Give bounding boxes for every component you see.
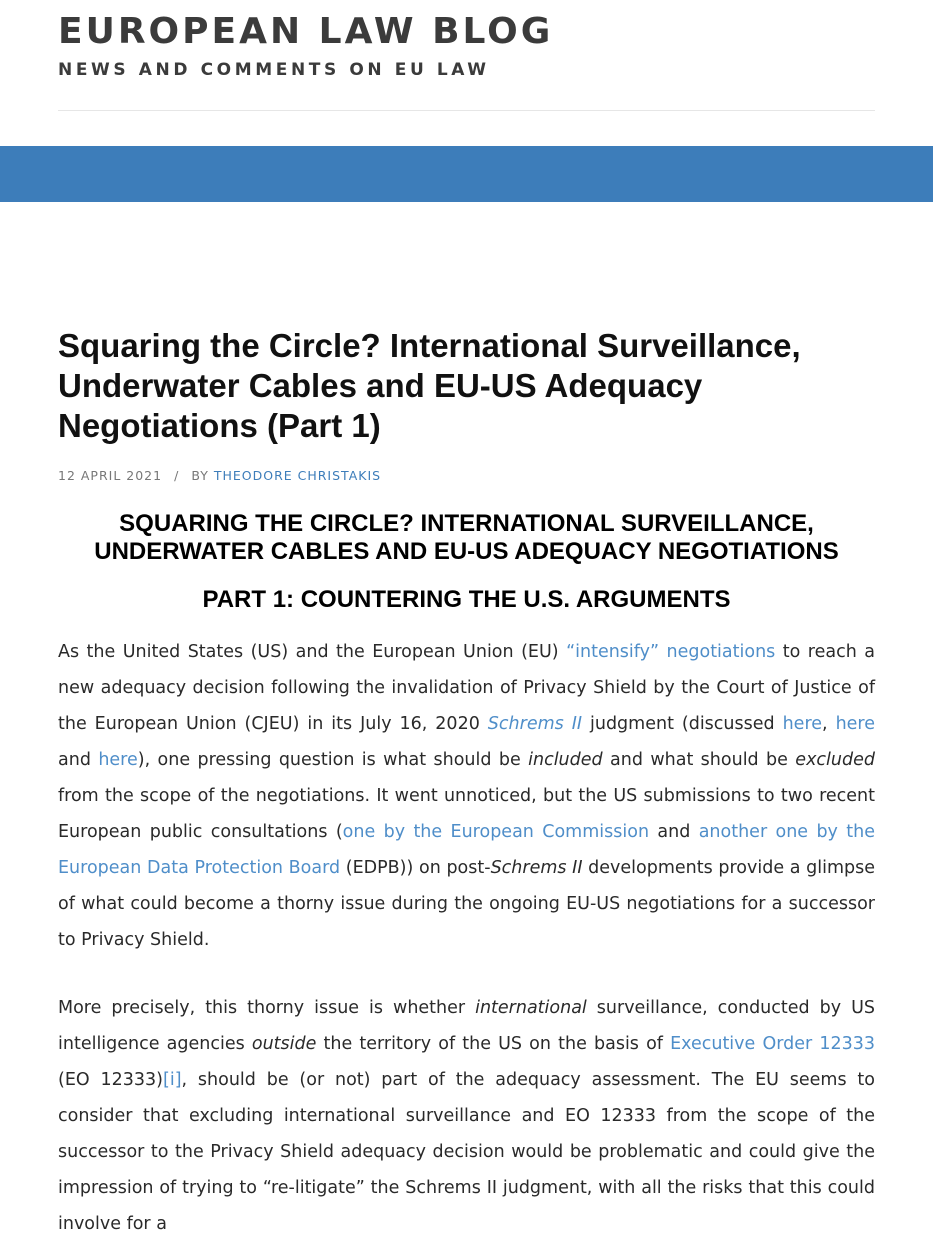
footnote-i-link[interactable]: [i] [163, 1070, 182, 1090]
text: (EDPB)) on post- [340, 858, 491, 878]
text: , should be (or not) part of the adequacy assessment. The EU seems to consider that excluding international surveillance and EO 12333 from the scope of the successor to the Privacy Shield adequacy decision would be problematic and could give the impression of trying to “re-litigate” the Schrems II judgment, with all the risks that this could involve for a [58, 1070, 875, 1234]
article-heading-line-2: UNDERWATER CABLES AND EU-US ADEQUACY NEGOTIATIONS [94, 538, 839, 565]
emphasis: Schrems II [490, 858, 583, 878]
emphasis: international [475, 998, 587, 1018]
text: from the scope of the negotiations. It went unnoticed, but the US submissions to two recent European public consultations ( [58, 786, 875, 842]
text: and [649, 822, 699, 842]
executive-order-12333-link[interactable]: Executive Order 12333 [670, 1034, 875, 1054]
site-title[interactable]: EUROPEAN LAW BLOG [58, 11, 554, 52]
text: to reach a new adequacy decision following the invalidation of Privacy Shield by the Court of Justice of the European Union (CJEU) in its July 16, 2020 [58, 642, 875, 734]
text: , [822, 714, 836, 734]
emphasis: included [528, 750, 603, 770]
text: judgment (discussed [582, 714, 783, 734]
paragraph-1 [58, 634, 875, 958]
text: and what should be [602, 750, 796, 770]
edpb-consultation-link[interactable]: another one by the European Data Protection Board [58, 822, 875, 878]
text: surveillance, conducted by US intelligence agencies [58, 998, 875, 1054]
post-title: Squaring the Circle? International Surveillance, Underwater Cables and EU-US Adequacy Negotiations (Part 1) [58, 327, 801, 444]
article-heading [40, 510, 893, 566]
text: More precisely, this thorny issue is whether [58, 998, 476, 1018]
article-heading-line-1: SQUARING THE CIRCLE? INTERNATIONAL SURVEILLANCE, [119, 510, 814, 537]
emphasis: outside [251, 1034, 317, 1054]
schrems-ii-link[interactable] [488, 714, 582, 734]
site-tagline: NEWS AND COMMENTS ON EU LAW [58, 60, 490, 80]
navigation-bar [0, 146, 933, 202]
here-link-3[interactable]: here [98, 750, 138, 770]
article-subheading: PART 1: COUNTERING THE U.S. ARGUMENTS [202, 586, 731, 613]
here-link-1[interactable]: here [782, 714, 823, 734]
by-label: BY [191, 468, 209, 483]
emphasis: excluded [795, 750, 875, 770]
text: developments provide a glimpse of what could become a thorny issue during the ongoing EU-US negotiations for a successor to Privacy Shield. [58, 858, 876, 950]
text: (EO 12333) [58, 1070, 163, 1090]
text: ), one pressing question is what should be [137, 750, 529, 770]
header-divider [58, 110, 875, 111]
post-date: 12 APRIL 2021 [58, 468, 163, 483]
intensify-negotiations-link[interactable]: “intensify” negotiations [566, 642, 776, 662]
paragraph-2 [58, 990, 875, 1242]
text: As the United States (US) and the European Union (EU) [58, 642, 567, 662]
text: and [58, 750, 99, 770]
schrems-ii-link-text: Schrems II [487, 714, 583, 734]
post-meta [58, 468, 381, 483]
author-link[interactable]: THEODORE CHRISTAKIS [213, 468, 382, 483]
meta-separator: / [174, 468, 180, 483]
here-link-2[interactable]: here [835, 714, 875, 734]
text: the territory of the US on the basis of [316, 1034, 671, 1054]
commission-consultation-link[interactable]: one by the European Commission [342, 822, 650, 842]
